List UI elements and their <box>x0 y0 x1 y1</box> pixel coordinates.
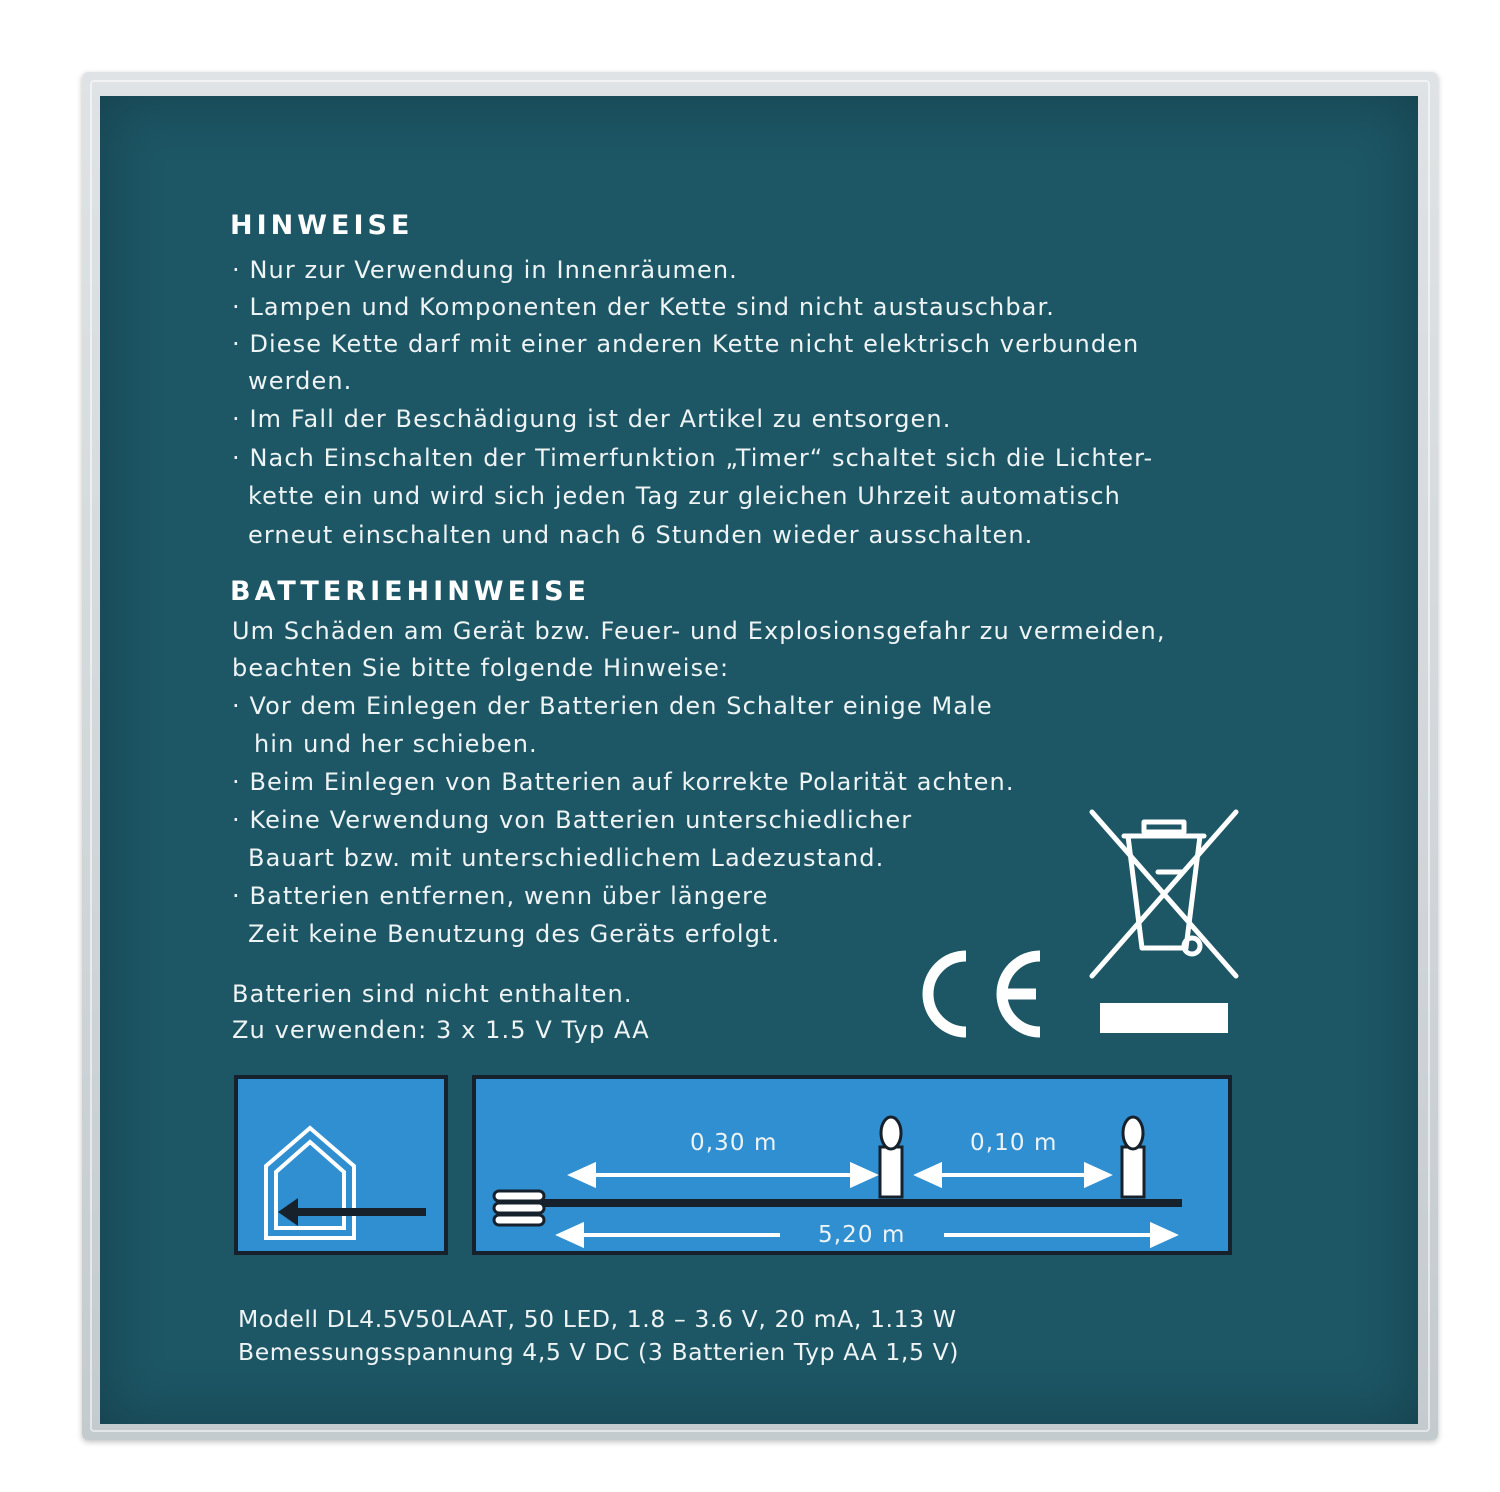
batterie-line: · Batterien entfernen, wenn über längere <box>232 882 769 910</box>
batterie-line: beachten Sie bitte folgende Hinweise: <box>232 654 730 682</box>
hinweise-line: · Diese Kette darf mit einer anderen Kette nicht elektrisch verbunden <box>232 330 1140 358</box>
hinweise-line: erneut einschalten und nach 6 Stunden wieder ausschalten. <box>248 521 1034 549</box>
hinweise-line: werden. <box>248 367 353 395</box>
battery-note-line: Batterien sind nicht enthalten. <box>232 980 633 1008</box>
batterie-line: · Vor dem Einlegen der Batterien den Schalter einige Male <box>232 692 993 720</box>
batterie-line: · Keine Verwendung von Batterien unterschiedlicher <box>232 806 913 834</box>
hinweise-line: kette ein und wird sich jeden Tag zur gleichen Uhrzeit automatisch <box>248 482 1121 510</box>
dist-first-label: 0,30 m <box>690 1130 778 1156</box>
hinweise-line: · Im Fall der Beschädigung ist der Artikel zu entsorgen. <box>232 405 952 433</box>
footer-rating-line: Bemessungsspannung 4,5 V DC (3 Batterien Typ AA 1,5 V) <box>238 1338 960 1366</box>
hinweise-line: · Lampen und Komponenten der Kette sind nicht austauschbar. <box>232 293 1055 321</box>
hinweise-heading: HINWEISE <box>230 210 414 241</box>
ce-mark-icon <box>918 946 1058 1042</box>
batterie-line: Bauart bzw. mit unterschiedlichem Ladezustand. <box>248 844 885 872</box>
house-arrow-icon <box>256 1120 436 1240</box>
hinweise-line: · Nach Einschalten der Timerfunktion „Timer“ schaltet sich die Lichter- <box>232 444 1154 472</box>
candle-icon-1 <box>880 1117 902 1197</box>
dist-total-label: 5,20 m <box>818 1222 906 1248</box>
weee-bar <box>1100 1003 1228 1033</box>
candle-icon-2 <box>1122 1117 1144 1197</box>
batterie-line: Zeit keine Benutzung des Geräts erfolgt. <box>248 920 781 948</box>
battery-note-line: Zu verwenden: 3 x 1.5 V Typ AA <box>232 1016 650 1044</box>
batterie-line: · Beim Einlegen von Batterien auf korrekte Polarität achten. <box>232 768 1015 796</box>
batterie-line: Um Schäden am Gerät bzw. Feuer- und Explosionsgefahr zu vermeiden, <box>232 617 1166 645</box>
batterie-heading: BATTERIEHINWEISE <box>230 576 590 607</box>
hinweise-line: · Nur zur Verwendung in Innenräumen. <box>232 256 738 284</box>
crossed-out-bin-icon <box>1086 806 1242 982</box>
plug-icon <box>494 1191 544 1225</box>
dist-between-label: 0,10 m <box>970 1130 1058 1156</box>
footer-model-line: Modell DL4.5V50LAAT, 50 LED, 1.8 – 3.6 V, 20 mA, 1.13 W <box>238 1305 957 1333</box>
batterie-line: hin und her schieben. <box>254 730 538 758</box>
